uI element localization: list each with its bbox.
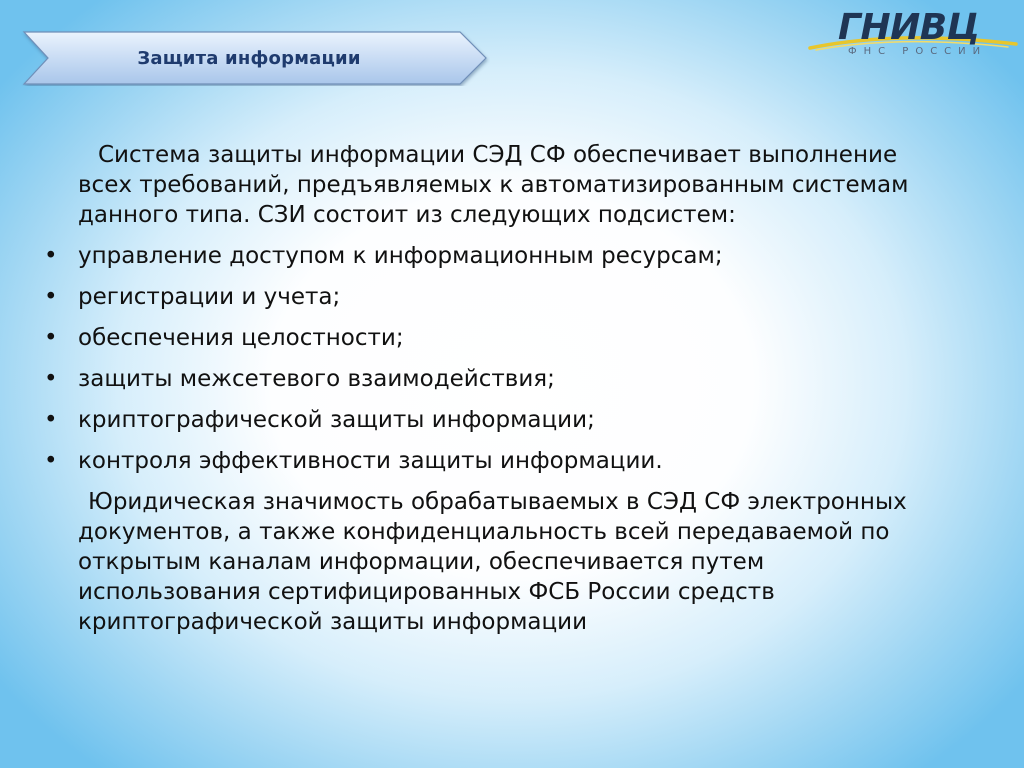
bullet-icon: • bbox=[44, 284, 58, 310]
bullet-icon: • bbox=[44, 407, 58, 433]
intro-paragraph: Система защиты информации СЭД СФ обеспечивает выполнение всех требований, предъявляемых к автоматизированным системам данного типа. СЗИ состоит из следующих подсистем: bbox=[78, 142, 909, 228]
subsystems-list bbox=[44, 241, 944, 476]
list-item-text: контроля эффективности защиты информации. bbox=[78, 448, 663, 474]
list-item-text: криптографической защиты информации; bbox=[78, 407, 595, 433]
slide-body bbox=[44, 140, 944, 637]
bullet-icon: • bbox=[44, 243, 58, 269]
bullet-icon: • bbox=[44, 448, 58, 474]
bullet-icon: • bbox=[44, 325, 58, 351]
list-item-text: регистрации и учета; bbox=[78, 284, 341, 310]
title-banner bbox=[18, 30, 490, 86]
logo-name: ГНИВЦ bbox=[838, 7, 980, 48]
list-item bbox=[44, 364, 944, 394]
list-item bbox=[44, 405, 944, 435]
list-item-text: защиты межсетевого взаимодействия; bbox=[78, 366, 555, 392]
conclusion-paragraph: Юридическая значимость обрабатываемых в СЭД СФ электронных документов, а также конфиденциальность всей передаваемой по открытым каналам информации, обеспечивается путем использования сертифицированных ФСБ России средств криптографической защиты информации bbox=[78, 489, 907, 635]
list-item bbox=[44, 241, 944, 271]
ghivc-logo bbox=[808, 4, 1018, 66]
list-item bbox=[44, 446, 944, 476]
list-item bbox=[44, 323, 944, 353]
list-item bbox=[44, 282, 944, 312]
list-item-text: управление доступом к информационным ресурсам; bbox=[78, 243, 723, 269]
list-item-text: обеспечения целостности; bbox=[78, 325, 404, 351]
logo-subtitle: ФНС РОССИИ bbox=[848, 46, 988, 57]
bullet-icon: • bbox=[44, 366, 58, 392]
slide-title: Защита информации bbox=[137, 47, 361, 69]
